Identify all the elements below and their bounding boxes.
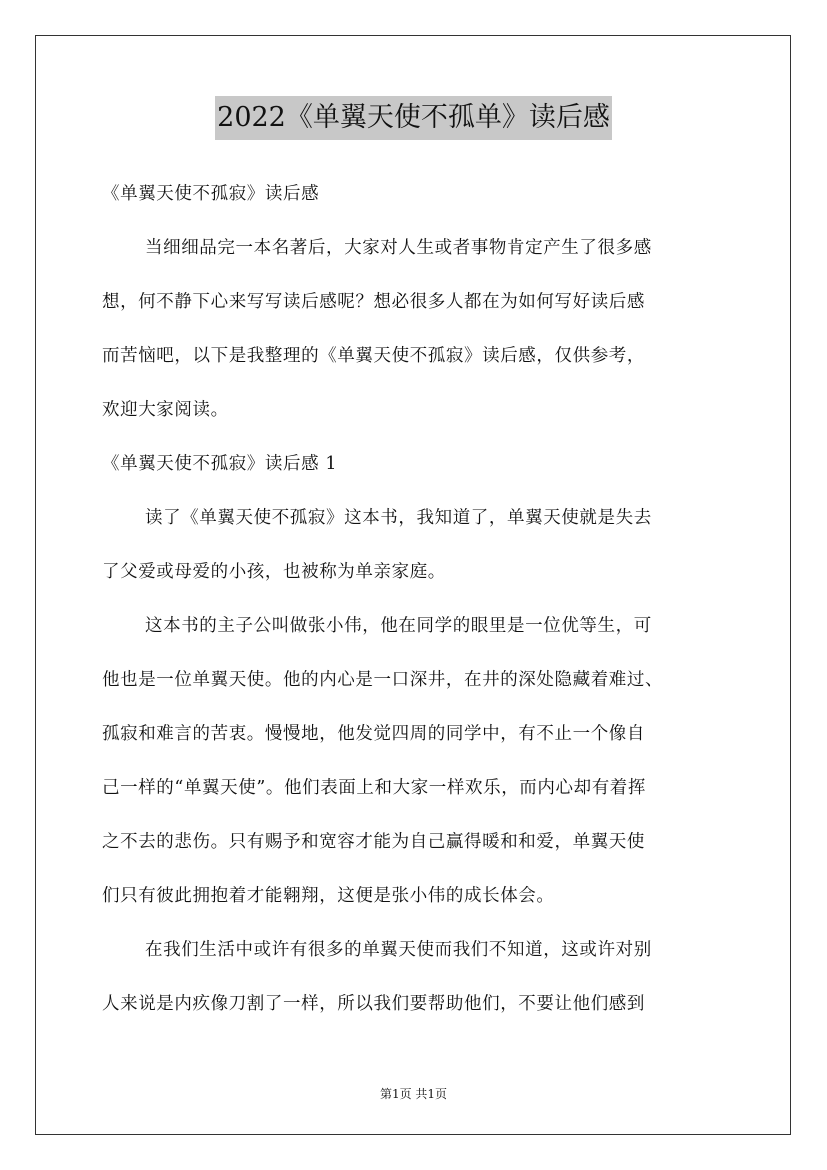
paragraph-line: 想，何不静下心来写写读后感呢？想必很多人都在为如何写好读后感: [102, 292, 645, 312]
paragraph-line: 他也是一位单翼天使。他的内心是一口深井，在井的深处隐藏着难过、: [102, 670, 664, 690]
paragraph-line: 这本书的主子公叫做张小伟，他在同学的眼里是一位优等生，可: [145, 616, 652, 636]
paragraph-line: 读了《单翼天使不孤寂》这本书，我知道了，单翼天使就是失去: [145, 508, 652, 528]
subtitle-line: 《单翼天使不孤寂》读后感: [102, 184, 320, 204]
page-number-footer: 第1页 共1页: [379, 1087, 448, 1101]
paragraph-line: 之不去的悲伤。只有赐予和宽容才能为自己赢得暖和和爱，单翼天使: [102, 832, 645, 852]
paragraph-line: 欢迎大家阅读。: [102, 400, 229, 420]
paragraph-line: 人来说是内疚像刀割了一样，所以我们要帮助他们，不要让他们感到: [102, 994, 645, 1014]
paragraph-line: 了父爱或母爱的小孩，也被称为单亲家庭。: [102, 562, 446, 582]
document-title: 2022《单翼天使不孤单》读后感: [215, 96, 612, 140]
paragraph-line: 们只有彼此拥抱着才能翱翔，这便是张小伟的成长体会。: [102, 886, 555, 906]
paragraph-line: 孤寂和难言的苦衷。慢慢地，他发觉四周的同学中，有不止一个像自: [102, 724, 645, 744]
paragraph-line: 而苦恼吧，以下是我整理的《单翼天使不孤寂》读后感，仅供参考，: [102, 346, 645, 366]
paragraph-line: 己一样的“单翼天使”。他们表面上和大家一样欢乐，而内心却有着挥: [102, 778, 646, 798]
paragraph-line: 在我们生活中或许有很多的单翼天使而我们不知道，这或许对别: [145, 940, 652, 960]
title-container: [0, 96, 827, 140]
section-heading: 《单翼天使不孤寂》读后感 1: [102, 454, 338, 474]
paragraph-line: 当细细品完一本名著后，大家对人生或者事物肯定产生了很多感: [145, 238, 652, 258]
